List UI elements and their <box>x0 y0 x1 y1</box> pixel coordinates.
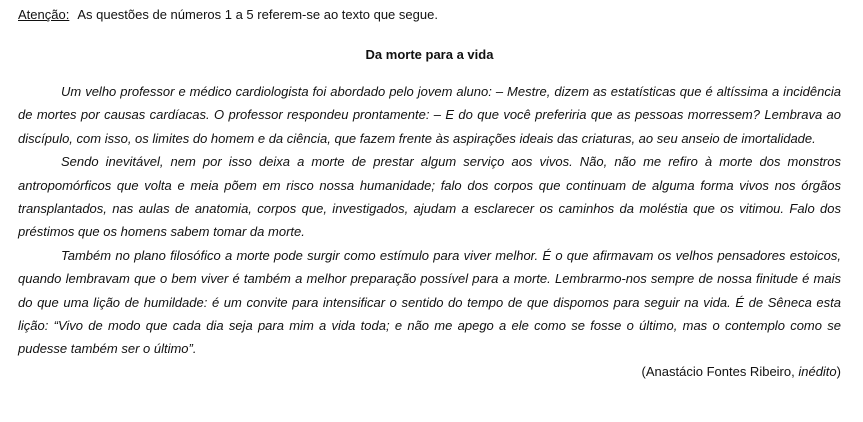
source-citation <box>18 362 841 382</box>
source-close: ) <box>836 363 841 379</box>
notice-line <box>18 6 841 24</box>
notice-label: Atenção: <box>18 7 70 22</box>
paragraph-2: Sendo inevitável, nem por isso deixa a morte de prestar algum serviço aos vivos. Não, não me refiro à morte dos monstros antropomórficos que volta e meia põem em risco nossa humanidade; falo dos corpos que continuam de alguma forma vivos nos órgãos transplantados, nas aulas de anatomia, corpos que, investigados, ajudam a esclarecer os caminhos da moléstia que os vitimou. Falo dos préstimos que os homens sabem tomar da morte. <box>18 154 841 240</box>
text-body <box>18 80 841 361</box>
source-author: (Anastácio Fontes Ribeiro, <box>641 363 799 379</box>
notice-text: As questões de números 1 a 5 referem-se ao texto que segue. <box>77 7 438 22</box>
paragraph-1: Um velho professor e médico cardiologista foi abordado pelo jovem aluno: – Mestre, dizem as estatísticas que é altíssima a incidência de mortes por causas cardíacas. O professor respondeu prontamente: – E do que você preferiria que as pessoas morressem? Lembrava ao discípulo, com isso, os limites do homem e da ciência, que fazem frente às aspirações ideais das criaturas, ao seu anseio de imortalidade. <box>18 84 841 146</box>
source-work: inédito <box>798 363 837 379</box>
text-title: Da morte para a vida <box>365 47 494 62</box>
paragraph-3: Também no plano filosófico a morte pode surgir como estímulo para viver melhor. É o que afirmavam os velhos pensadores estoicos, quando lembravam que o bem viver é também a melhor preparação possível para a morte. Lembrarmo-nos sempre de nossa finitude é mais do que uma lição de humildade: é um convite para intensificar o sentido do tempo de que dispomos para seguir na vida. É de Sêneca esta lição: “Vivo de modo que cada dia seja para mim a vida toda; e não me apego a ele como se fosse o último, mas o contemplo como se pudesse também ser o último”. <box>18 247 841 357</box>
